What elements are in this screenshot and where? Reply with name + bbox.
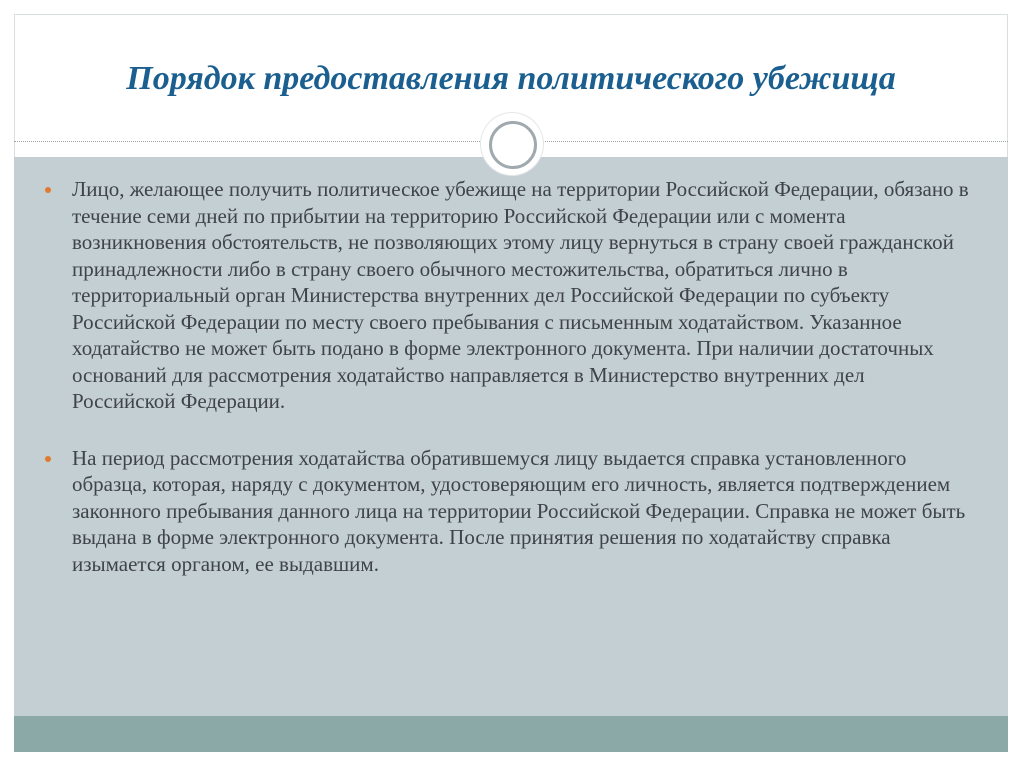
bullet-dot-icon [45, 456, 51, 462]
ring-inner-icon [489, 121, 537, 169]
slide-title: Порядок предоставления политического убежища [126, 59, 896, 97]
bottom-bar [14, 716, 1008, 752]
bullet-text-1: Лицо, желающее получить политическое убежище на территории Российской Федерации, обязано в течение семи дней по прибытии на территорию Российской Федерации или с момента возникновения обстоятельств, не позволяющих этому лицу вернуться в страну своей гражданской принадлежности либо в страну своего обычного местожительства, обратиться лично в территориальный орган Министерства внутренних дел Российской Федерации по субъекту Российской Федерации по месту своего пребывания с письменным ходатайством. Указанное ходатайство не может быть подано в форме электронного документа. При наличии достаточных оснований для рассмотрения ходатайство направляется в Министерство внутренних дел Российской Федерации. [72, 177, 969, 413]
bullet-list [72, 176, 972, 607]
bullet-item-2 [72, 445, 972, 578]
bullet-item-1 [72, 176, 972, 415]
bullet-text-2: На период рассмотрения ходатайства обратившемуся лицу выдается справка установленного образца, которая, наряду с документом, удостоверяющим его личность, является подтверждением законного пребывания данного лица на территории Российской Федерации. Справка не может быть выдана в форме электронного документа. После принятия решения по ходатайству справка изымается органом, ее выдавшим. [72, 445, 966, 576]
bullet-dot-icon [45, 187, 51, 193]
